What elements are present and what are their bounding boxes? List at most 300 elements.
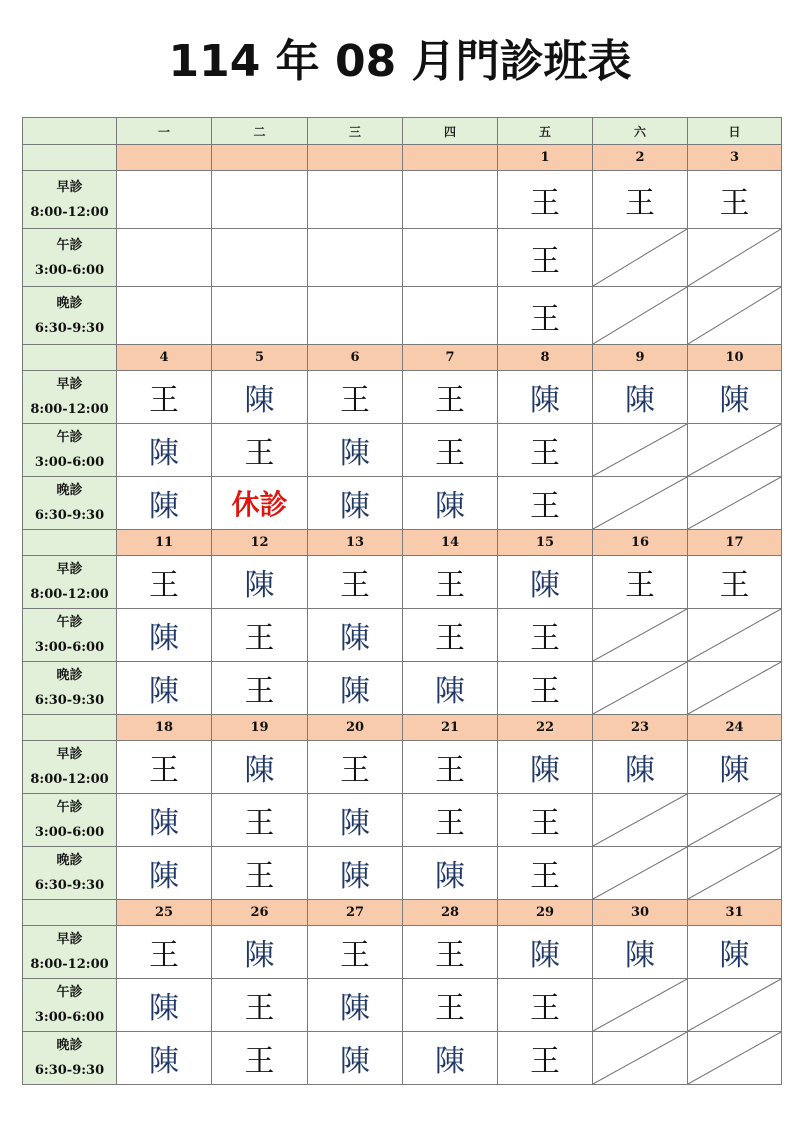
doctor-cell [212, 1032, 308, 1085]
doctor-cell [498, 926, 593, 979]
doctor-wang: 王 [244, 991, 275, 1026]
doctor-cell [308, 371, 403, 424]
no-clinic-cell [593, 287, 688, 345]
date-number: 7 [445, 350, 455, 365]
no-clinic-cell [688, 609, 782, 662]
doctor-wang: 王 [244, 436, 275, 471]
doctor-cell [308, 609, 403, 662]
doctor-chen: 陳 [625, 753, 655, 788]
slash-mark [593, 424, 687, 476]
date-cell [688, 900, 782, 926]
date-number: 31 [725, 905, 744, 920]
doctor-wang: 王 [435, 991, 465, 1026]
doctor-chen: 陳 [149, 436, 179, 471]
slash-mark [593, 979, 687, 1031]
date-cell [688, 345, 782, 371]
weekday-header [688, 117, 782, 145]
weekday-label: 五 [538, 124, 551, 139]
weekday-label: 日 [728, 124, 741, 139]
session-label [22, 979, 117, 1032]
doctor-cell [117, 287, 212, 345]
doctor-chen: 陳 [340, 621, 370, 656]
date-number: 9 [635, 350, 645, 365]
doctor-wang: 王 [244, 859, 275, 894]
weekday-header [593, 117, 688, 145]
date-number: 2 [635, 150, 645, 165]
slash-mark [688, 662, 781, 714]
no-clinic-cell [688, 662, 782, 715]
session-time: 3:00-6:00 [34, 1010, 105, 1025]
doctor-cell [688, 556, 782, 609]
doctor-cell [308, 287, 403, 345]
session-name: 晚診 [56, 853, 83, 868]
slash-mark [688, 287, 781, 344]
doctor-cell [308, 477, 403, 530]
doctor-wang: 王 [530, 436, 560, 471]
date-cell [498, 900, 593, 926]
doctor-cell [212, 794, 308, 847]
doctor-cell [403, 556, 498, 609]
page-title: 114 年 08 月門診班表 [168, 36, 632, 87]
weekday-header [212, 117, 308, 145]
weekday-label: 四 [443, 124, 456, 139]
date-number: 11 [154, 535, 174, 550]
session-label [22, 847, 117, 900]
doctor-cell [117, 229, 212, 287]
doctor-chen: 陳 [149, 991, 179, 1026]
session-label [22, 371, 117, 424]
doctor-cell [403, 424, 498, 477]
session-time: 8:00-12:00 [30, 772, 109, 787]
doctor-chen: 陳 [244, 568, 275, 603]
doctor-cell [593, 556, 688, 609]
doctor-chen: 陳 [244, 753, 275, 788]
date-cell [212, 145, 308, 171]
doctor-cell [498, 662, 593, 715]
no-clinic-cell [593, 979, 688, 1032]
session-label [22, 794, 117, 847]
doctor-cell [117, 424, 212, 477]
doctor-chen: 陳 [149, 806, 179, 841]
date-cell [688, 715, 782, 741]
date-number: 12 [250, 535, 269, 550]
date-number: 22 [535, 720, 555, 735]
session-name: 午診 [56, 430, 83, 445]
doctor-cell [117, 171, 212, 229]
doctor-chen: 陳 [340, 1044, 370, 1079]
date-cell [498, 715, 593, 741]
date-number: 4 [159, 350, 169, 365]
doctor-wang: 王 [244, 806, 275, 841]
doctor-wang: 王 [340, 753, 370, 788]
doctor-cell [498, 979, 593, 1032]
doctor-wang: 王 [530, 243, 560, 279]
doctor-chen: 陳 [435, 859, 465, 894]
doctor-cell [212, 229, 308, 287]
session-time: 6:30-9:30 [34, 1063, 105, 1078]
date-number: 29 [535, 905, 555, 920]
doctor-cell [403, 1032, 498, 1085]
date-cell [688, 145, 782, 171]
date-cell [212, 715, 308, 741]
doctor-wang: 王 [149, 568, 179, 603]
session-label [22, 171, 117, 229]
session-name: 午診 [56, 800, 83, 815]
doctor-cell [498, 794, 593, 847]
doctor-chen: 陳 [340, 436, 370, 471]
no-clinic-cell [593, 477, 688, 530]
date-cell [593, 145, 688, 171]
date-number: 30 [630, 905, 650, 920]
doctor-cell [212, 741, 308, 794]
date-cell [593, 900, 688, 926]
doctor-cell [212, 556, 308, 609]
date-cell [308, 145, 403, 171]
doctor-cell [403, 662, 498, 715]
doctor-cell [212, 477, 308, 530]
session-name: 早診 [56, 179, 83, 195]
session-label [22, 609, 117, 662]
doctor-chen: 陳 [435, 1044, 465, 1079]
no-clinic-cell [688, 979, 782, 1032]
doctor-cell [403, 609, 498, 662]
weekday-header [308, 117, 403, 145]
doctor-cell [308, 229, 403, 287]
no-clinic-cell [688, 794, 782, 847]
date-cell [117, 145, 212, 171]
doctor-cell [688, 741, 782, 794]
date-number: 8 [540, 350, 550, 365]
date-number: 10 [725, 350, 744, 365]
slash-mark [593, 1032, 687, 1084]
session-time: 8:00-12:00 [30, 587, 109, 602]
doctor-chen: 陳 [149, 674, 179, 709]
slash-mark [593, 229, 687, 286]
slash-mark [688, 477, 781, 529]
date-cell [403, 345, 498, 371]
doctor-cell [593, 371, 688, 424]
doctor-wang: 王 [530, 859, 560, 894]
doctor-wang: 王 [149, 753, 179, 788]
date-row-label [22, 145, 117, 171]
doctor-wang: 王 [435, 383, 465, 418]
doctor-cell [498, 847, 593, 900]
doctor-cell [117, 926, 212, 979]
no-clinic-cell [688, 477, 782, 530]
doctor-wang: 王 [530, 806, 560, 841]
doctor-wang: 王 [435, 938, 465, 973]
doctor-cell [403, 926, 498, 979]
date-number: 1 [540, 150, 550, 165]
no-clinic-cell [688, 424, 782, 477]
slash-mark [593, 609, 687, 661]
doctor-cell [117, 609, 212, 662]
doctor-wang: 王 [435, 436, 465, 471]
doctor-wang: 王 [435, 621, 465, 656]
doctor-wang: 王 [244, 1044, 275, 1079]
weekday-label: 六 [633, 124, 646, 139]
slash-mark [593, 847, 687, 899]
schedule-table [22, 117, 782, 1090]
weekday-label: 一 [157, 124, 170, 139]
doctor-wang: 王 [530, 674, 560, 709]
doctor-cell [403, 171, 498, 229]
date-number: 3 [729, 150, 740, 165]
doctor-cell [403, 477, 498, 530]
doctor-cell [498, 609, 593, 662]
weekday-header [117, 117, 212, 145]
doctor-wang: 王 [719, 185, 750, 221]
doctor-chen: 陳 [719, 938, 750, 973]
doctor-cell [117, 371, 212, 424]
session-time: 8:00-12:00 [30, 957, 109, 972]
slash-mark [688, 794, 781, 846]
doctor-cell [403, 847, 498, 900]
doctor-chen: 陳 [149, 1044, 179, 1079]
session-time: 6:30-9:30 [34, 508, 105, 523]
clinic-closed: 休診 [231, 488, 288, 521]
date-cell [117, 715, 212, 741]
slash-mark [688, 424, 781, 476]
date-number: 25 [154, 905, 174, 920]
date-number: 27 [345, 905, 365, 920]
session-label [22, 287, 117, 345]
date-number: 18 [154, 720, 174, 735]
session-name: 午診 [56, 985, 83, 1000]
session-name: 午診 [56, 237, 83, 253]
date-row-label [22, 900, 117, 926]
session-name: 早診 [56, 562, 83, 577]
doctor-chen: 陳 [340, 674, 370, 709]
session-name: 早診 [56, 377, 83, 392]
doctor-chen: 陳 [625, 938, 655, 973]
doctor-chen: 陳 [149, 621, 179, 656]
doctor-wang: 王 [625, 568, 655, 603]
date-number: 19 [250, 720, 269, 735]
doctor-cell [212, 926, 308, 979]
doctor-cell [212, 609, 308, 662]
date-row-label [22, 530, 117, 556]
doctor-wang: 王 [435, 568, 465, 603]
doctor-cell [117, 741, 212, 794]
doctor-cell [403, 741, 498, 794]
doctor-chen: 陳 [530, 938, 560, 973]
no-clinic-cell [688, 287, 782, 345]
date-cell [403, 715, 498, 741]
doctor-wang: 王 [244, 674, 275, 709]
doctor-wang: 王 [530, 1044, 560, 1079]
doctor-cell [117, 794, 212, 847]
date-cell [688, 530, 782, 556]
session-name: 晚診 [56, 668, 83, 683]
doctor-wang: 王 [340, 938, 370, 973]
doctor-cell [498, 229, 593, 287]
doctor-cell [688, 926, 782, 979]
doctor-chen: 陳 [149, 859, 179, 894]
date-number: 14 [440, 535, 460, 550]
doctor-wang: 王 [530, 301, 560, 337]
date-number: 17 [725, 535, 744, 550]
session-label [22, 229, 117, 287]
doctor-chen: 陳 [435, 489, 465, 524]
slash-mark [593, 794, 687, 846]
date-cell [308, 715, 403, 741]
doctor-cell [308, 424, 403, 477]
doctor-wang: 王 [435, 806, 465, 841]
session-time: 6:30-9:30 [34, 878, 105, 893]
date-number: 5 [254, 350, 265, 365]
doctor-cell [498, 741, 593, 794]
doctor-cell [212, 287, 308, 345]
doctor-chen: 陳 [340, 991, 370, 1026]
doctor-wang: 王 [719, 568, 750, 603]
slash-mark [688, 609, 781, 661]
date-cell [593, 530, 688, 556]
doctor-cell [308, 171, 403, 229]
doctor-cell [117, 847, 212, 900]
doctor-cell [308, 1032, 403, 1085]
doctor-cell [498, 424, 593, 477]
no-clinic-cell [593, 609, 688, 662]
session-label [22, 662, 117, 715]
date-cell [498, 530, 593, 556]
date-number: 15 [535, 535, 555, 550]
doctor-wang: 王 [530, 621, 560, 656]
no-clinic-cell [593, 662, 688, 715]
doctor-cell [117, 979, 212, 1032]
date-cell [403, 145, 498, 171]
no-clinic-cell [593, 424, 688, 477]
session-label [22, 926, 117, 979]
doctor-cell [403, 794, 498, 847]
doctor-cell [308, 979, 403, 1032]
doctor-chen: 陳 [149, 489, 179, 524]
date-cell [403, 900, 498, 926]
slash-mark [688, 847, 781, 899]
date-cell [498, 145, 593, 171]
doctor-cell [308, 926, 403, 979]
session-label [22, 741, 117, 794]
slash-mark [688, 979, 781, 1031]
doctor-cell [212, 171, 308, 229]
session-name: 晚診 [56, 483, 83, 498]
doctor-cell [212, 847, 308, 900]
doctor-cell [117, 662, 212, 715]
header-corner [22, 117, 117, 145]
doctor-chen: 陳 [530, 753, 560, 788]
doctor-cell [212, 662, 308, 715]
doctor-cell [688, 371, 782, 424]
date-number: 23 [630, 720, 650, 735]
doctor-chen: 陳 [435, 674, 465, 709]
doctor-chen: 陳 [530, 568, 560, 603]
slash-mark [593, 287, 687, 344]
doctor-cell [498, 556, 593, 609]
doctor-cell [593, 741, 688, 794]
doctor-chen: 陳 [340, 806, 370, 841]
weekday-header [498, 117, 593, 145]
no-clinic-cell [593, 794, 688, 847]
session-time: 3:00-6:00 [34, 640, 105, 655]
date-cell [212, 900, 308, 926]
doctor-chen: 陳 [625, 383, 655, 418]
doctor-cell [498, 1032, 593, 1085]
session-name: 晚診 [56, 295, 83, 311]
date-number: 6 [350, 350, 360, 365]
date-number: 24 [725, 720, 744, 735]
doctor-wang: 王 [625, 185, 655, 221]
doctor-wang: 王 [530, 991, 560, 1026]
no-clinic-cell [688, 1032, 782, 1085]
doctor-cell [498, 287, 593, 345]
doctor-cell [117, 477, 212, 530]
session-name: 晚診 [56, 1038, 83, 1053]
doctor-wang: 王 [149, 383, 179, 418]
date-cell [593, 715, 688, 741]
session-name: 午診 [56, 615, 83, 630]
date-number: 28 [440, 905, 460, 920]
doctor-wang: 王 [244, 621, 275, 656]
doctor-cell [117, 1032, 212, 1085]
date-number: 21 [440, 720, 460, 735]
doctor-wang: 王 [149, 938, 179, 973]
doctor-cell [403, 979, 498, 1032]
date-number: 16 [630, 535, 650, 550]
slash-mark [688, 1032, 781, 1084]
date-number: 26 [250, 905, 269, 920]
session-label [22, 424, 117, 477]
slash-mark [593, 477, 687, 529]
date-number: 13 [345, 535, 365, 550]
date-cell [403, 530, 498, 556]
doctor-cell [212, 424, 308, 477]
session-time: 6:30-9:30 [34, 320, 105, 336]
doctor-cell [308, 794, 403, 847]
doctor-cell [403, 287, 498, 345]
session-time: 3:00-6:00 [34, 455, 105, 470]
doctor-wang: 王 [530, 185, 560, 221]
slash-mark [688, 229, 781, 286]
doctor-cell [498, 477, 593, 530]
doctor-cell [688, 171, 782, 229]
slash-mark [593, 662, 687, 714]
date-cell [498, 345, 593, 371]
doctor-cell [498, 371, 593, 424]
no-clinic-cell [593, 847, 688, 900]
date-cell [308, 530, 403, 556]
date-cell [308, 345, 403, 371]
date-cell [212, 345, 308, 371]
doctor-cell [498, 171, 593, 229]
doctor-cell [117, 556, 212, 609]
doctor-chen: 陳 [719, 383, 750, 418]
session-time: 6:30-9:30 [34, 693, 105, 708]
doctor-wang: 王 [340, 568, 370, 603]
doctor-wang: 王 [530, 489, 560, 524]
date-row-label [22, 715, 117, 741]
date-cell [117, 900, 212, 926]
session-label [22, 1032, 117, 1085]
doctor-wang: 王 [340, 383, 370, 418]
doctor-cell [308, 556, 403, 609]
date-number: 20 [345, 720, 365, 735]
doctor-chen: 陳 [340, 859, 370, 894]
doctor-chen: 陳 [244, 938, 275, 973]
session-label [22, 477, 117, 530]
no-clinic-cell [593, 1032, 688, 1085]
weekday-label: 三 [348, 124, 361, 139]
doctor-chen: 陳 [719, 753, 750, 788]
